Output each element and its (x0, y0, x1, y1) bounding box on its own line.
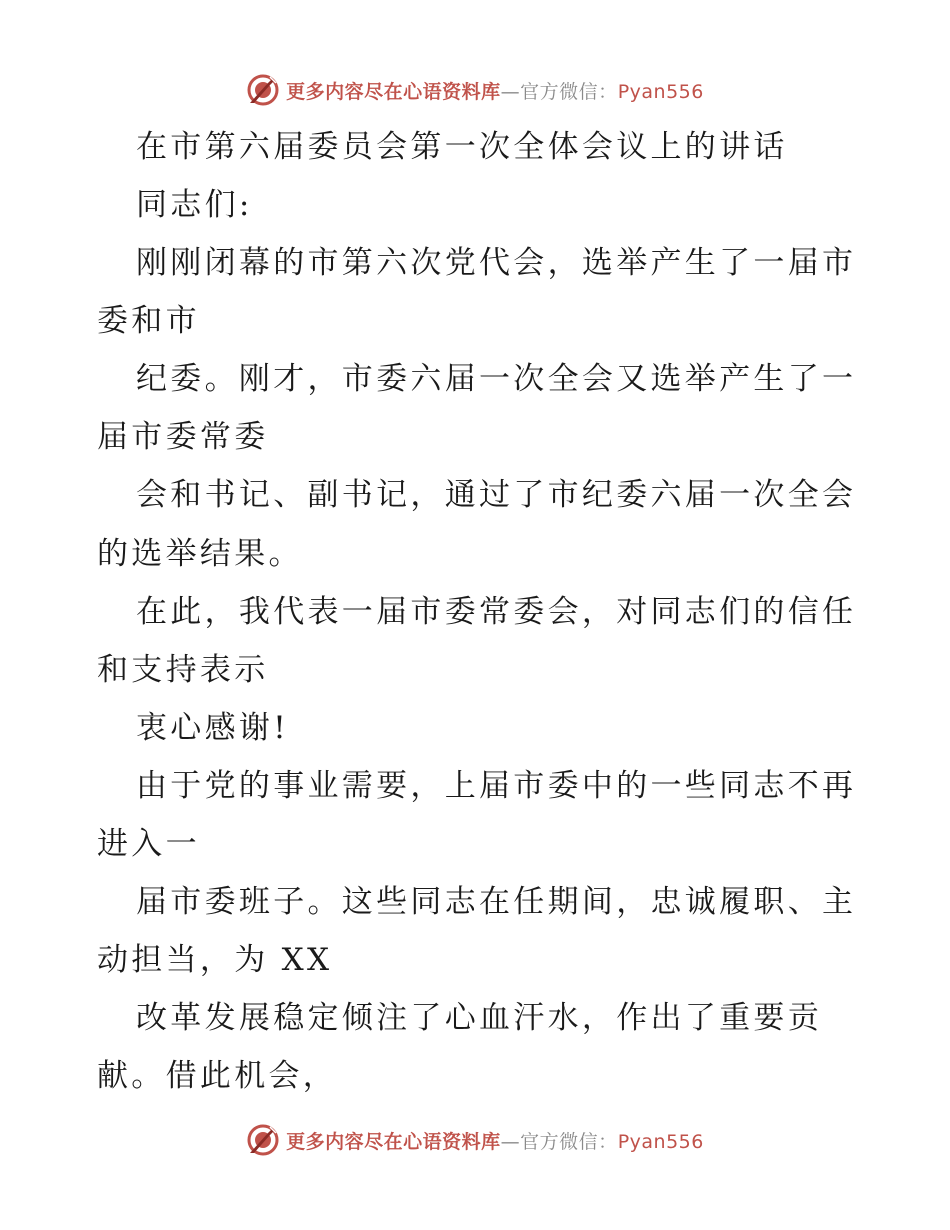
banner-main-text: 更多内容尽在心语资料库 (286, 80, 501, 103)
paragraph-line: 委和市 (97, 303, 200, 339)
banner-dash: — (500, 80, 521, 103)
banner-text (286, 1127, 704, 1154)
banner-wechat-label: 官方微信： (520, 80, 618, 103)
paragraph-line: 会和书记、副书记，通过了市纪委六届一次全会 (136, 477, 857, 513)
paragraph-line: 同志们: (136, 187, 253, 223)
footer-watermark-banner (0, 1118, 950, 1162)
paragraph-line: 纪委。刚才，市委六届一次全会又选举产生了一 (136, 361, 857, 397)
paragraph-line: 改革发展稳定倾注了心血汗水，作出了重要贡 (136, 1000, 822, 1036)
paragraph-line: 和支持表示 (97, 652, 269, 688)
banner-wechat-id: Pyan556 (617, 1130, 704, 1153)
paragraph-line: 在此，我代表一届市委常委会，对同志们的信任 (136, 594, 857, 630)
paragraph-line: 届市委班子。这些同志在任期间，忠诚履职、主 (136, 884, 857, 920)
paragraph-line: 的选举结果。 (97, 536, 303, 572)
banner-main-text: 更多内容尽在心语资料库 (286, 1130, 501, 1153)
banner-dash: — (500, 1130, 521, 1153)
banner-wechat-id: Pyan556 (617, 80, 704, 103)
paragraph-line: 献。借此机会， (97, 1058, 338, 1094)
paragraph-line: 动担当，为 XX (97, 942, 333, 978)
document-title: 在市第六届委员会第一次全体会议上的讲话 (136, 129, 788, 165)
quill-pen-logo-icon (246, 1123, 280, 1157)
paragraph-line: 进入一 (97, 826, 200, 862)
paragraph-line: 衷心感谢! (136, 710, 289, 746)
paragraph-line: 由于党的事业需要，上届市委中的一些同志不再 (136, 768, 857, 804)
paragraph-line: 届市委常委 (97, 419, 269, 455)
banner-wechat-label: 官方微信： (520, 1130, 618, 1153)
paragraph-line: 刚刚闭幕的市第六次党代会，选举产生了一届市 (136, 245, 857, 281)
